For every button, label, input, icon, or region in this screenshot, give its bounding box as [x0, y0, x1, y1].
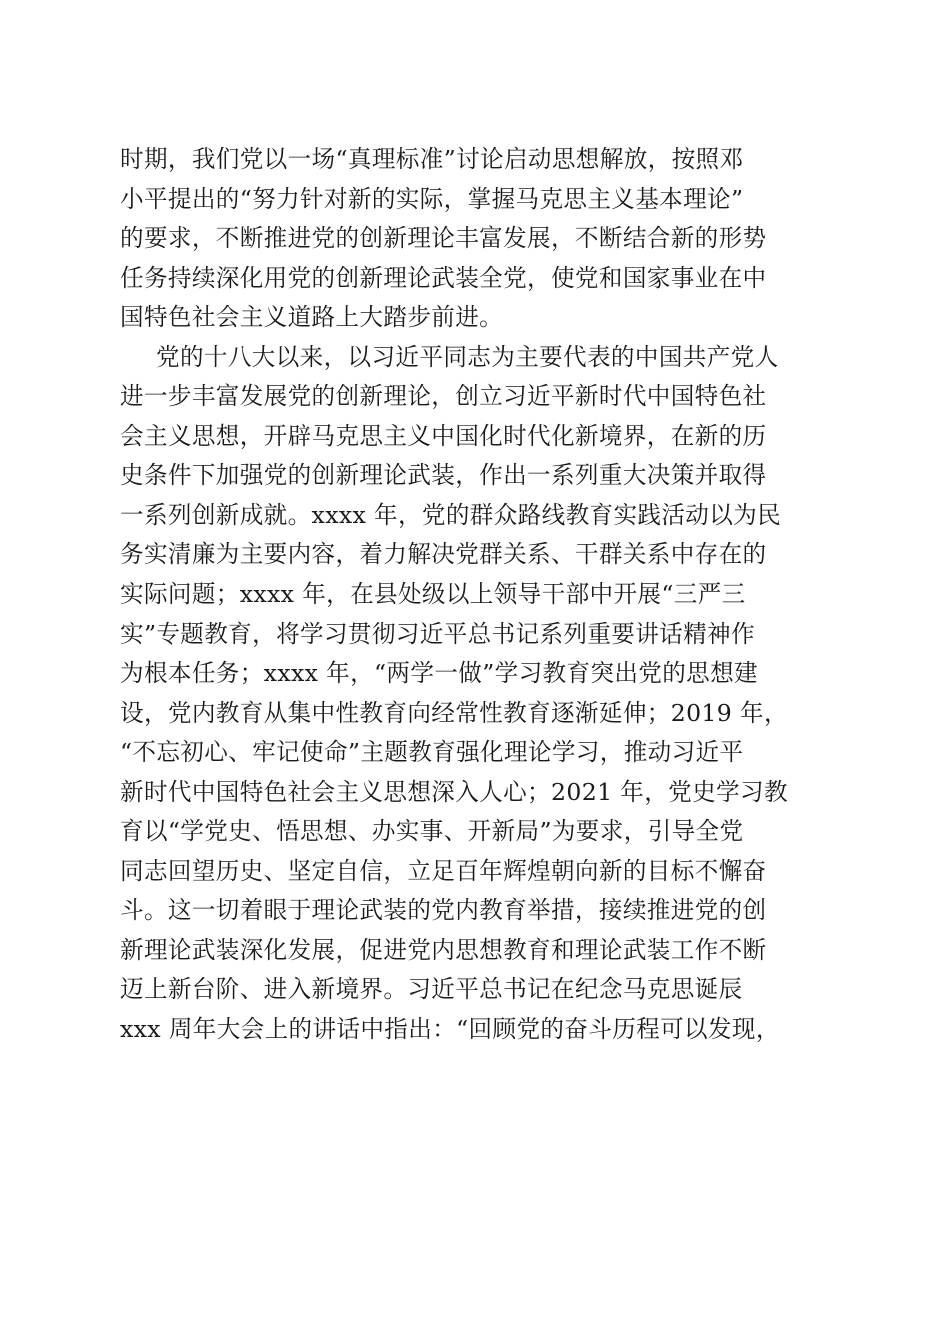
- text-line: 务实清廉为主要内容，着力解决党群关系、干群关系中存在的: [120, 540, 767, 569]
- text-line: 同志回望历史、坚定自信，立足百年辉煌朝向新的目标不懈奋: [120, 856, 767, 885]
- text-line: 新时代中国特色社会主义思想深入人心；2021 年，党史学习教: [120, 777, 788, 806]
- text-line: 进一步丰富发展党的创新理论，创立习近平新时代中国特色社: [120, 382, 767, 411]
- text-line: 迈上新台阶、进入新境界。习近平总书记在纪念马克思诞辰: [120, 975, 743, 1004]
- text-line: 国特色社会主义道路上大踏步前进。: [120, 303, 504, 332]
- text-line: 设，党内教育从集中性教育向经常性教育逐渐延伸；2019 年，: [120, 698, 788, 727]
- text-line: 实际问题；xxxx 年，在县处级以上领导干部中开展“三严三: [120, 580, 746, 609]
- text-line: “不忘初心、牢记使命”主题教育强化理论学习，推动习近平: [120, 738, 744, 767]
- text-line: 会主义思想，开辟马克思主义中国化时代化新境界，在新的历: [120, 421, 767, 450]
- text-line: 斗。这一切着眼于理论武装的党内教育举措，接续推进党的创: [120, 896, 767, 925]
- document-body: [120, 140, 835, 1050]
- paragraph-2: [120, 338, 835, 1050]
- text-line: 新理论武装深化发展，促进党内思想教育和理论武装工作不断: [120, 935, 767, 964]
- paragraph-1: [120, 140, 835, 338]
- text-line: 史条件下加强党的创新理论武装，作出一系列重大决策并取得: [120, 461, 767, 490]
- text-line: 育以“学党史、悟思想、办实事、开新局”为要求，引导全党: [120, 817, 744, 846]
- text-line: 为根本任务；xxxx 年，“两学一做”学习教育突出党的思想建: [120, 659, 759, 688]
- text-line: 时期，我们党以一场“真理标准”讨论启动思想解放，按照邓: [120, 145, 744, 173]
- text-line: xxx 周年大会上的讲话中指出：“回顾党的奋斗历程可以发现，: [120, 1015, 780, 1044]
- text-line: 小平提出的“努力针对新的实际，掌握马克思主义基本理论”: [120, 184, 744, 213]
- text-line: 的要求，不断推进党的创新理论丰富发展，不断结合新的形势: [120, 224, 767, 253]
- text-line: 实”专题教育，将学习贯彻习近平总书记系列重要讲话精神作: [120, 619, 755, 648]
- text-line: 任务持续深化用党的创新理论武装全党，使党和国家事业在中: [120, 263, 767, 292]
- text-line: 一系列创新成就。xxxx 年，党的群众路线教育实践活动以为民: [120, 500, 782, 529]
- text-line: 党的十八大以来，以习近平同志为主要代表的中国共产党人: [156, 342, 779, 371]
